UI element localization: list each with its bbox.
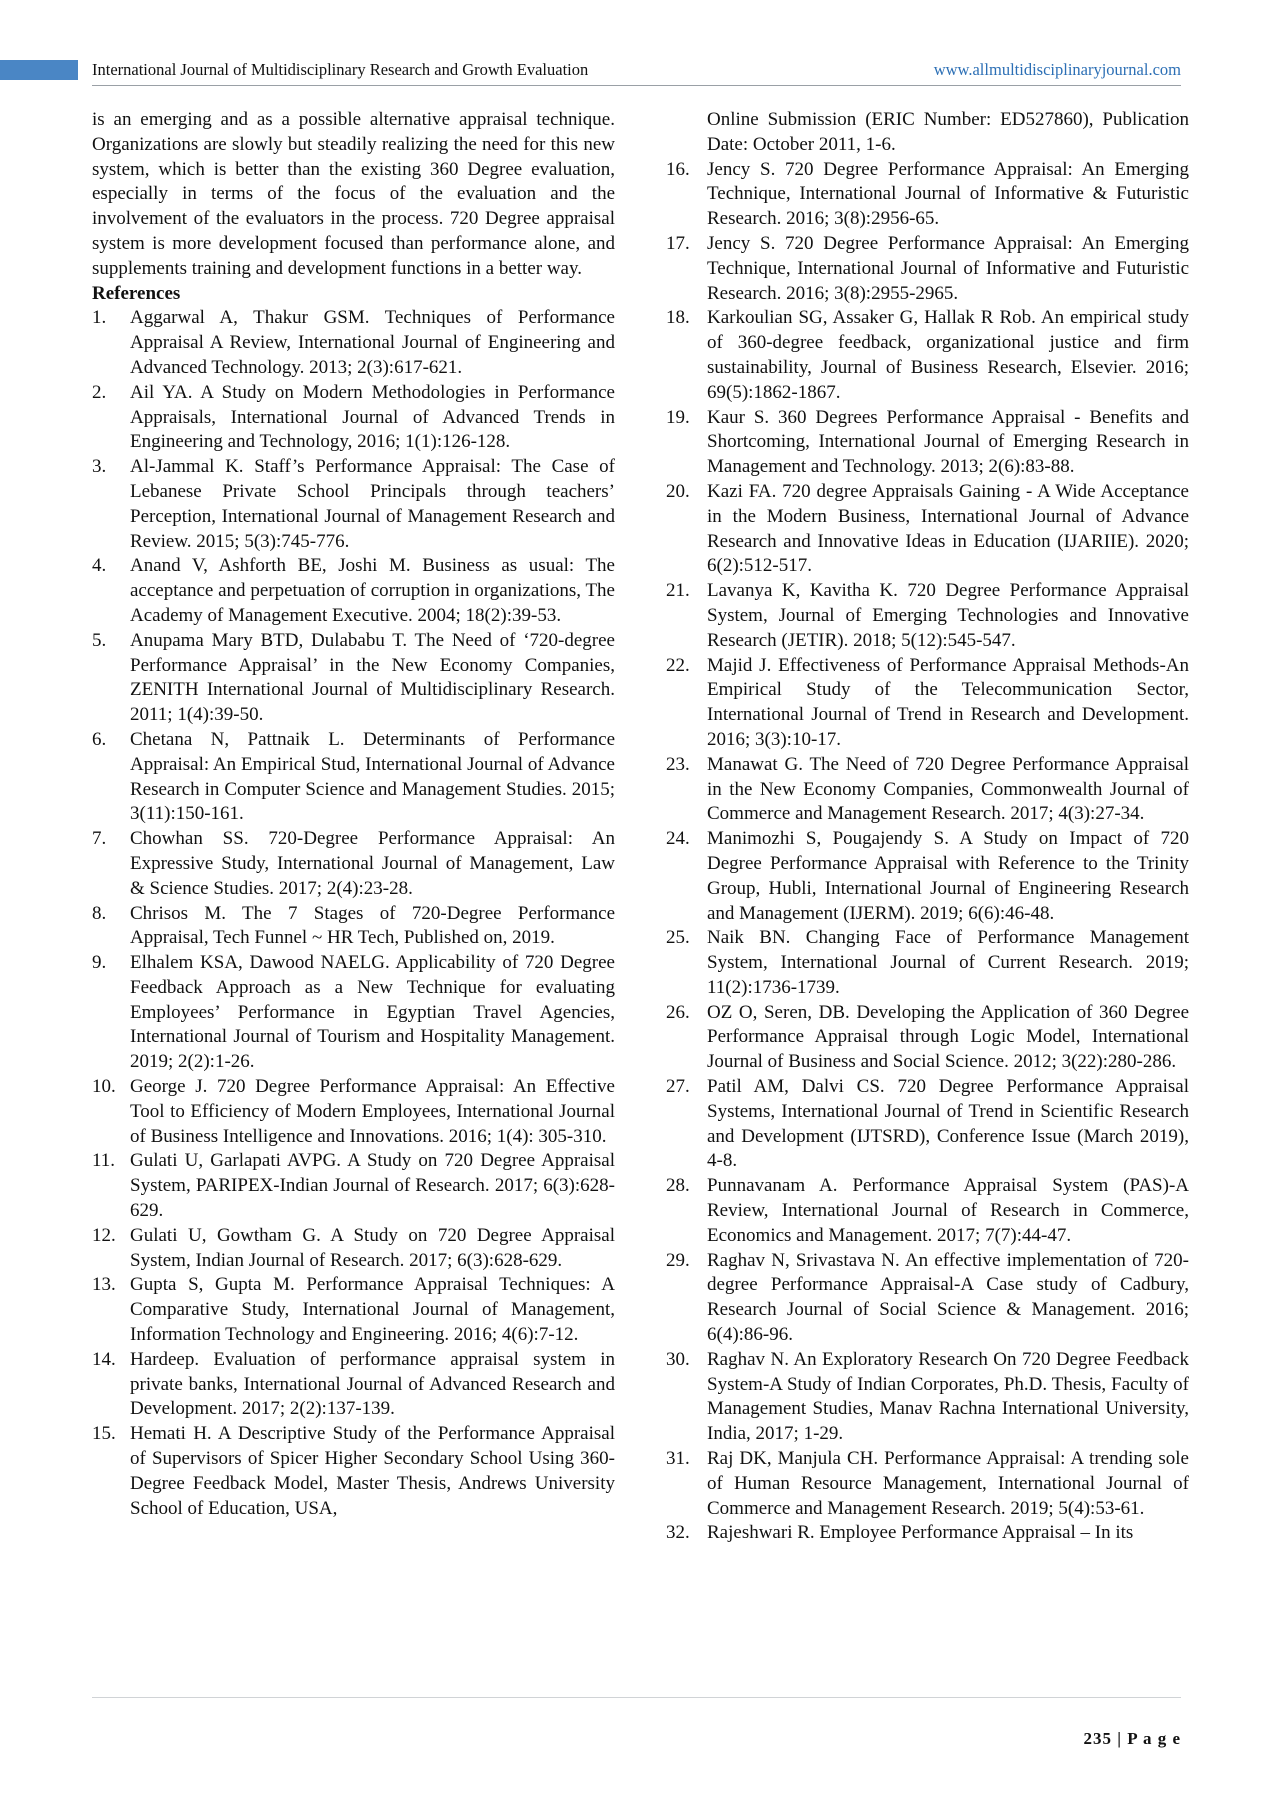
reference-text: Raghav N. An Exploratory Research On 720 Degree Feedback System-A Study of Indian Corporates, Ph.D. Thesis, Faculty of Management Studies, Manav Rachna International University, India, 2017; 1-29. (707, 1348, 1189, 1445)
reference-text: Gulati U, Gowtham G. A Study on 720 Degree Appraisal System, Indian Journal of Research. 2017; 6(3):628-629. (130, 1224, 615, 1271)
reference-text: Jency S. 720 Degree Performance Appraisal: An Emerging Technique, International Journal of Informative and Futuristic Research. 2016; 3(8):2955-2965. (707, 232, 1189, 304)
reference-number: 30. (666, 1348, 690, 1370)
references-list-right (666, 158, 1189, 1547)
reference-item (92, 306, 615, 380)
reference-text: Jency S. 720 Degree Performance Appraisal: An Emerging Technique, International Journal of Informative & Futuristic Research. 2016; 3(8):2956-65. (707, 158, 1189, 230)
reference-item (666, 1447, 1189, 1521)
reference-item (666, 654, 1189, 753)
reference-item (666, 579, 1189, 653)
page-header (92, 60, 1181, 84)
reference-item (92, 827, 615, 901)
reference-number: 28. (666, 1175, 690, 1197)
reference-continuation: Online Submission (ERIC Number: ED527860), Publication Date: October 2011, 1-6. (707, 109, 1189, 155)
reference-item (92, 902, 615, 952)
reference-number: 2. (92, 381, 107, 403)
reference-text: Raghav N, Srivastava N. An effective implementation of 720-degree Performance Appraisal-A Case study of Cadbury, Research Journal of Social Science & Management. 2016; 6(4):86-96. (707, 1249, 1189, 1346)
reference-text: Karkoulian SG, Assaker G, Hallak R Rob. An empirical study of 360-degree feedback, organizational justice and firm sustainability, Journal of Business Research, Elsevier. 2016; 69(5):1862-1867. (707, 307, 1189, 403)
header-accent-bar (0, 60, 78, 80)
page-number: 235 | P a g e (1083, 1729, 1181, 1748)
reference-number: 27. (666, 1076, 690, 1098)
reference-number: 24. (666, 828, 690, 850)
reference-number: 11. (92, 1150, 116, 1172)
reference-item (666, 480, 1189, 579)
reference-item (666, 1521, 1189, 1546)
reference-text: Chowhan SS. 720-Degree Performance Appraisal: An Expressive Study, International Journal of Management, Law & Science Studies. 2017; 2(4):23-28. (130, 828, 615, 899)
reference-number: 21. (666, 580, 690, 602)
reference-text: Lavanya K, Kavitha K. 720 Degree Performance Appraisal System, Journal of Emerging Technologies and Innovative Research (JETIR). 2018; 5(12):545-547. (707, 580, 1189, 651)
reference-number: 19. (666, 406, 690, 428)
reference-item (666, 926, 1189, 1000)
reference-number: 22. (666, 654, 690, 676)
reference-number: 6. (92, 728, 107, 750)
reference-text: Anand V, Ashforth BE, Joshi M. Business as usual: The acceptance and perpetuation of corruption in organizations, The Academy of Management Executive. 2004; 18(2):39-53. (130, 555, 615, 626)
reference-text: Elhalem KSA, Dawood NAELG. Applicability of 720 Degree Feedback Approach as a New Technique for evaluating Employees’ Performance in Egyptian Travel Agencies, International Journal of Tourism and Hospitality Management. 2019; 2(2):1-26. (130, 952, 615, 1073)
reference-number: 3. (92, 456, 107, 478)
reference-text: Al-Jammal K. Staff’s Performance Appraisal: The Case of Lebanese Private School Principals through teachers’ Perception, International Journal of Management Research and Review. 2015; 5(3):745-776. (130, 456, 615, 552)
left-column (92, 108, 615, 1521)
reference-text: OZ O, Seren, DB. Developing the Application of 360 Degree Performance Appraisal through Logic Model, International Journal of Business and Social Science. 2012; 3(22):280-286. (707, 1001, 1189, 1073)
reference-text: Kazi FA. 720 degree Appraisals Gaining - A Wide Acceptance in the Modern Business, International Journal of Advance Research and Innovative Ideas in Education (IJARIIE). 2020; 6(2):512-517. (707, 480, 1189, 577)
reference-item (92, 1273, 615, 1347)
reference-item (666, 1075, 1189, 1174)
reference-number: 25. (666, 927, 690, 949)
reference-number: 16. (666, 158, 690, 180)
reference-text: Gupta S, Gupta M. Performance Appraisal Techniques: A Comparative Study, International Journal of Management, Information Technology and Engineering. 2016; 4(6):7-12. (130, 1274, 615, 1346)
reference-text: Naik BN. Changing Face of Performance Management System, International Journal of Current Research. 2019; 11(2):1736-1739. (707, 927, 1189, 998)
reference-text: Punnavanam A. Performance Appraisal System (PAS)-A Review, International Journal of Research in Commerce, Economics and Management. 2017; 7(7):44-47. (707, 1175, 1189, 1246)
reference-item (92, 1149, 615, 1223)
reference-item (92, 455, 615, 554)
footer-divider (92, 1697, 1181, 1698)
reference-number: 18. (666, 307, 690, 329)
reference-number: 29. (666, 1249, 690, 1271)
reference-text: George J. 720 Degree Performance Appraisal: An Effective Tool to Efficiency of Modern Employees, International Journal of Business Intelligence and Innovations. 2016; 1(4): 305-310. (130, 1076, 615, 1147)
reference-number: 12. (92, 1224, 116, 1246)
reference-number: 13. (92, 1274, 116, 1296)
reference-number: 7. (92, 828, 107, 850)
journal-title: International Journal of Multidisciplinary Research and Growth Evaluation (92, 60, 589, 79)
reference-text: Gulati U, Garlapati AVPG. A Study on 720 Degree Appraisal System, PARIPEX-Indian Journal of Research. 2017; 6(3):628-629. (130, 1150, 615, 1222)
reference-item (666, 1001, 1189, 1075)
header-divider (92, 85, 1181, 86)
reference-item (666, 232, 1189, 306)
reference-number: 8. (92, 902, 107, 924)
reference-number: 32. (666, 1522, 690, 1544)
reference-item (666, 1174, 1189, 1248)
reference-item (92, 728, 615, 827)
reference-number: 15. (92, 1423, 116, 1445)
reference-number: 1. (92, 307, 107, 329)
reference-text: Patil AM, Dalvi CS. 720 Degree Performance Appraisal Systems, International Journal of Trend in Scientific Research and Development (IJTSRD), Conference Issue (March 2019), 4-8. (707, 1076, 1189, 1172)
reference-text: Raj DK, Manjula CH. Performance Appraisal: A trending sole of Human Resource Management, International Journal of Commerce and Management Research. 2019; 5(4):53-61. (707, 1448, 1189, 1519)
right-column (666, 108, 1189, 1546)
reference-item (666, 406, 1189, 480)
reference-item (666, 306, 1189, 405)
reference-item (92, 951, 615, 1075)
reference-text: Hardeep. Evaluation of performance appraisal system in private banks, International Journal of Advanced Research and Development. 2017; 2(2):137-139. (130, 1348, 615, 1420)
reference-number: 23. (666, 753, 690, 775)
reference-item (666, 1249, 1189, 1348)
reference-text: Manawat G. The Need of 720 Degree Performance Appraisal in the New Economy Companies, Commonwealth Journal of Commerce and Management Research. 2017; 4(3):27-34. (707, 753, 1189, 825)
reference-number: 9. (92, 952, 107, 974)
reference-item (92, 1422, 615, 1521)
reference-text: Aggarwal A, Thakur GSM. Techniques of Performance Appraisal A Review, International Journal of Engineering and Advanced Technology. 2013; 2(3):617-621. (130, 307, 615, 378)
reference-text: Kaur S. 360 Degrees Performance Appraisal - Benefits and Shortcoming, International Journal of Emerging Research in Management and Technology. 2013; 2(6):83-88. (707, 406, 1189, 478)
reference-number: 5. (92, 629, 107, 651)
reference-item (92, 554, 615, 628)
reference-item (92, 381, 615, 455)
references-list-left (92, 306, 615, 1521)
reference-number: 4. (92, 555, 107, 577)
references-heading: References (92, 282, 181, 304)
reference-text: Ail YA. A Study on Modern Methodologies in Performance Appraisals, International Journal of Advanced Trends in Engineering and Technology, 2016; 1(1):126-128. (130, 381, 615, 453)
reference-item (666, 753, 1189, 827)
reference-item (666, 827, 1189, 926)
intro-paragraph: is an emerging and as a possible alternative appraisal technique. Organizations are slowly but steadily realizing the need for this new system, which is better than the existing 360 Degree evaluation, especially in terms of the focus of the evaluation and the involvement of the evaluators in the process. 720 Degree appraisal system is more development focused than performance alone, and supplements training and development functions in a better way. (92, 109, 615, 279)
reference-item (92, 629, 615, 728)
reference-item (92, 1075, 615, 1149)
reference-number: 20. (666, 480, 690, 502)
reference-number: 26. (666, 1001, 690, 1023)
reference-text: Anupama Mary BTD, Dulababu T. The Need of ‘720-degree Performance Appraisal’ in the New Economy Companies, ZENITH International Journal of Multidisciplinary Research. 2011; 1(4):39-50. (130, 629, 615, 726)
reference-number: 10. (92, 1076, 116, 1098)
reference-number: 17. (666, 232, 690, 254)
reference-item (666, 158, 1189, 232)
reference-item (92, 1348, 615, 1422)
reference-text: Manimozhi S, Pougajendy S. A Study on Impact of 720 Degree Performance Appraisal with Reference to the Trinity Group, Hubli, International Journal of Engineering Research and Management (IJERM). 2019; 6(6):46-48. (707, 828, 1189, 924)
reference-text: Rajeshwari R. Employee Performance Appraisal – In its (707, 1522, 1134, 1544)
reference-number: 14. (92, 1348, 116, 1370)
reference-text: Majid J. Effectiveness of Performance Appraisal Methods-An Empirical Study of the Telecommunication Sector, International Journal of Trend in Research and Development. 2016; 3(3):10-17. (707, 654, 1189, 750)
reference-text: Chrisos M. The 7 Stages of 720-Degree Performance Appraisal, Tech Funnel ~ HR Tech, Published on, 2019. (130, 902, 615, 949)
reference-text: Chetana N, Pattnaik L. Determinants of Performance Appraisal: An Empirical Stud, International Journal of Advance Research in Computer Science and Management Studies. 2015; 3(11):150-161. (130, 728, 615, 825)
journal-website-link[interactable]: www.allmultidisciplinaryjournal.com (933, 60, 1181, 79)
reference-item (666, 1348, 1189, 1447)
reference-item (92, 1224, 615, 1274)
reference-number: 31. (666, 1448, 690, 1470)
reference-text: Hemati H. A Descriptive Study of the Performance Appraisal of Supervisors of Spicer Higher Secondary School Using 360-Degree Feedback Model, Master Thesis, Andrews University School of Education, USA, (130, 1423, 615, 1519)
